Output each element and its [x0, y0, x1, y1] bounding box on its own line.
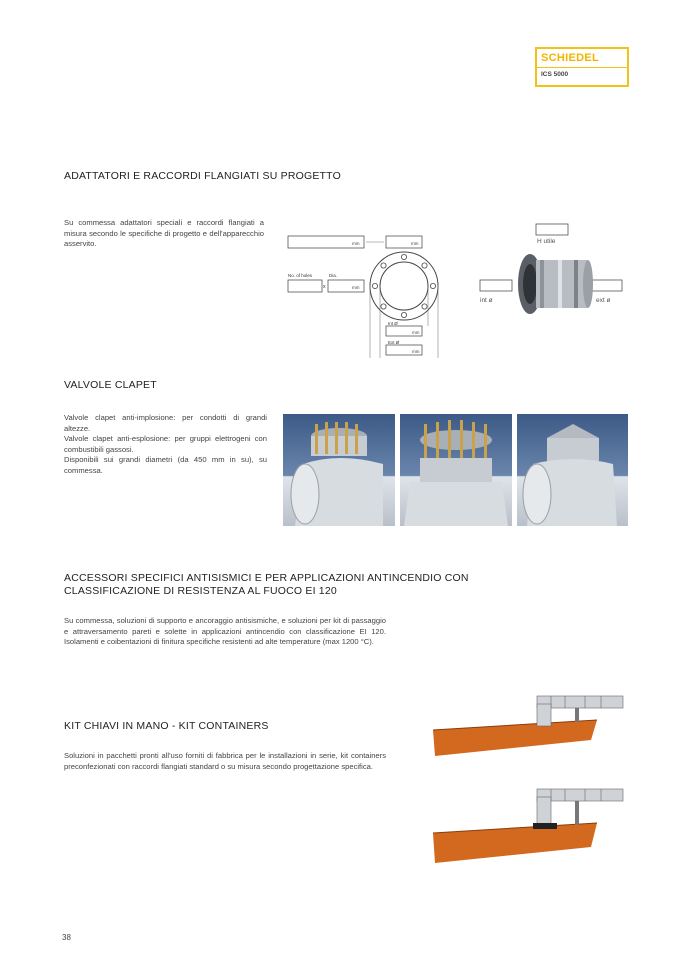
flange-int-label: Int Ø — [388, 321, 398, 326]
valve-photo-3 — [517, 414, 628, 526]
valvole-line-3: Disponibili sui grandi diametri (da 450 mm in su), su commessa. — [64, 455, 267, 475]
section-text-kit: Soluzioni in pacchetti pronti all'uso forniti di fabbrica per le installazioni in serie, kit containers preconfezionati con raccordi flangiati standard o su misura secondo progettazione specifica. — [64, 751, 386, 771]
flange-operator: x — [323, 284, 326, 290]
flange-no-holes-label: No. of holes — [288, 273, 313, 278]
adapter-int-label: int ø — [480, 297, 493, 304]
section-text-adattatori: Su commessa adattatori speciali e raccordi flangiati a misura secondo le specifiche di progetto e dell'apparecchio asservito. — [64, 218, 264, 248]
flange-unit-4: mm — [412, 330, 420, 335]
logo-divider — [537, 67, 627, 68]
valve-photo-2 — [400, 414, 512, 526]
section-title-adattatori: ADATTATORI E RACCORDI FLANGIATI SU PROGETTO — [64, 170, 341, 182]
adapter-h-label: H utile — [537, 238, 556, 245]
logo-brand: SCHIEDEL — [541, 52, 600, 64]
section-title-valvole: VALVOLE CLAPET — [64, 379, 157, 391]
flange-unit-2: mm — [411, 241, 419, 246]
valvole-line-1: Valvole clapet anti-implosione: per condotti di grandi altezze. — [64, 413, 267, 433]
flange-unit-1: mm — [352, 241, 360, 246]
flange-dia-label: Dia. — [329, 273, 338, 278]
container-illustration-top — [425, 690, 630, 780]
adapter-ext-label: ext ø — [596, 297, 611, 304]
valve-photo-1 — [283, 414, 395, 526]
flange-unit-5: mm — [412, 349, 420, 354]
adapter-diagram — [478, 222, 624, 314]
valvole-line-2: Valvole clapet anti-esplosione: per gruppi elettrogeni con combustibili gassosi. — [64, 434, 267, 454]
section-title-accessori: ACCESSORI SPECIFICI ANTISISMICI E PER APPLICAZIONI ANTINCENDIO CON CLASSIFICAZIONE DI RESISTENZA AL FUOCO EI 120 — [64, 572, 469, 597]
section-text-valvole — [64, 413, 267, 476]
container-illustration-bottom — [425, 783, 630, 873]
schiedel-logo — [535, 47, 629, 87]
logo-model: ICS 5000 — [541, 71, 569, 78]
flange-diagram — [286, 226, 466, 360]
page-number: 38 — [62, 933, 71, 942]
flange-ext-label: Ext Ø — [388, 340, 400, 345]
flange-unit-3: mm — [352, 285, 360, 290]
section-title-kit: KIT CHIAVI IN MANO - KIT CONTAINERS — [64, 720, 269, 732]
section-text-accessori: Su commessa, soluzioni di supporto e ancoraggio antisismiche, e soluzioni per kit di passaggio e attraversamento pareti e solette in applicazioni antincendio con classificazione EI 120. Isolamenti e coibentazioni di finitura specifiche resistenti ad alte temperature (max 1200 °C). — [64, 616, 386, 646]
